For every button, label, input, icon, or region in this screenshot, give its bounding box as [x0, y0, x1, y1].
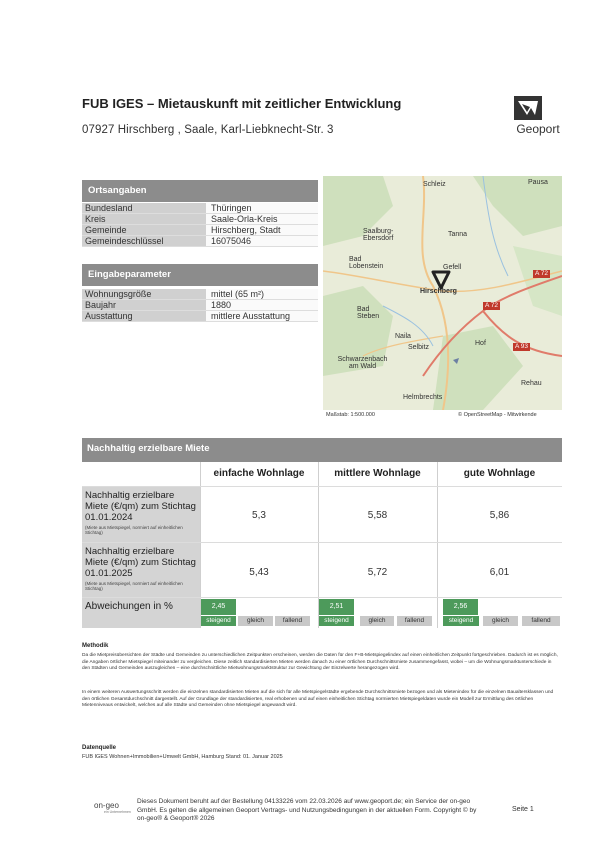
map-place: Rehau [521, 380, 542, 387]
logo-text: Geoport [516, 122, 560, 136]
ortsangaben-table [82, 203, 318, 247]
map-place: Gefell [443, 264, 462, 271]
road-label: A 93 [515, 343, 529, 350]
map-place: Naila [395, 333, 411, 340]
row-value: 16075046 [206, 236, 318, 246]
road-label: A 72 [485, 302, 499, 309]
row-label-2025 [82, 543, 200, 597]
row-key: Gemeindeschlüssel [82, 236, 206, 246]
table-row [82, 225, 318, 236]
status-badge-steigend: steigend [201, 616, 236, 626]
row-label-2024 [82, 487, 200, 542]
on-geo-logo-text: on-geo [94, 801, 119, 810]
status-badge-gleich: gleich [238, 616, 273, 626]
table-row [82, 289, 318, 300]
deviation-value: 2,45 [201, 599, 236, 615]
page-number: Seite 1 [512, 806, 534, 813]
row-label-note: (Miete aus Mietspiegel, normiert auf einheitlichen Stichtag) [85, 525, 183, 535]
deviation-label: Abweichungen in % [82, 598, 200, 628]
map-scale: Maßstab: 1:500.000 [326, 412, 375, 418]
address: 07927 Hirschberg , Saale, Karl-Liebknecht-Str. 3 [82, 124, 334, 136]
rent-value: 5,43 [249, 567, 269, 578]
table-row [82, 300, 318, 311]
row-key: Gemeinde [82, 225, 206, 235]
table-row [82, 311, 318, 322]
column-header: mittlere Wohnlage [334, 468, 421, 479]
deviation-value: 2,56 [443, 599, 478, 615]
row-label-text: Nachhaltig erzielbare Miete (€/qm) zum Stichtag 01.01.2024 [85, 490, 196, 523]
methodik-paragraph: In einem weiteren Auswertungsschritt werden die einzelnen standardisierten Mieten auf die sich für alle Mietspiegelstädte ergebende Durchschnittsmiete bezogen und als Mietenindex für die einzelnen Baualtersklassen und den örtlichen Gesamtdurchschnitt dargestellt. Auf der Grundlage der standardisierten, real erhobenen und auf einen einheitlichen Stichtag normierten Mietspiegeldaten wurde ein Modell zur Ermittlung des örtlichen Mietenniveaus entwickelt, welches auf alle Städte und Gemeinden ohne Mietspiegel angewandt wird. [82, 690, 554, 708]
table-row [82, 203, 318, 214]
map-place: Selbitz [408, 344, 430, 351]
column-header: einfache Wohnlage [213, 468, 305, 479]
map-place: Hof [475, 340, 486, 347]
row-value: mittel (65 m²) [206, 289, 318, 299]
row-key: Wohnungsgröße [82, 289, 206, 299]
row-key: Baujahr [82, 300, 206, 310]
row-key: Kreis [82, 214, 206, 224]
row-value: mittlere Ausstattung [206, 311, 318, 321]
row-label-note: (Miete aus Mietspiegel, normiert auf einheitlichen Stichtag) [85, 581, 183, 591]
rent-value: 5,86 [489, 510, 510, 521]
on-geo-logo-sub: ein Unternehmen [104, 810, 131, 814]
map-place: Tanna [448, 231, 468, 238]
datenquelle-heading: Datenquelle [82, 745, 117, 751]
row-key: Bundesland [82, 203, 206, 213]
location-map[interactable] [323, 176, 562, 410]
row-key: Ausstattung [82, 311, 206, 321]
page-title: FUB IGES – Mietauskunft mit zeitlicher Entwicklung [82, 96, 402, 111]
rent-value: 5,72 [367, 567, 388, 578]
map-attribution: © OpenStreetMap - Mitwirkende [458, 412, 537, 418]
table-row [82, 236, 318, 247]
map-place: Helmbrechts [403, 394, 443, 401]
map-place: Bad Steben [357, 306, 380, 320]
eingabeparameter-heading: Eingabeparameter [82, 264, 318, 286]
road-label: A 72 [535, 270, 549, 277]
row-value: 1880 [206, 300, 318, 310]
rent-value: 6,01 [489, 567, 510, 578]
deviation-value: 2,51 [319, 599, 354, 615]
status-badge-fallend: fallend [397, 616, 432, 626]
map-place: Schwarzenbach am Wald [337, 356, 388, 370]
rent-value: 5,58 [367, 510, 388, 521]
status-badge-gleich: gleich [483, 616, 518, 626]
status-badge-fallend: fallend [522, 616, 560, 626]
status-badge-gleich: gleich [360, 616, 394, 626]
row-value: Hirschberg, Stadt [206, 225, 318, 235]
eingabeparameter-table [82, 289, 318, 322]
methodik-paragraph: Da die Mietpreisübersichten der Städte und Gemeinden zu unterschiedlichen Zeitpunkten erscheinen, werden die Daten für den F+B-Mietspiegelindex auf einen einheitlichen Zeitpunkt fortgeschrieben. Dadurch ist es möglich, die Angaben örtlicher Mietspiegel miteinander zu vergleichen. Diese zeitlich standardisierten Mieten werden danach zu einer örtlichen Durchschnittsmiete zusammengefasst, wobei – um die Wohnungsmarktunterschiede in den Städten und Gemeinden auszugleichen – eine durchschnittliche Mietwohnungsmarktstruktur zur Gewichtung der Einzelwerte herangezogen wird. [82, 653, 558, 671]
geoport-logo-icon [514, 96, 542, 120]
status-badge-steigend: steigend [443, 616, 479, 626]
rent-value: 5,3 [252, 510, 266, 521]
map-place: Schleiz [423, 181, 446, 188]
row-label-text: Nachhaltig erzielbare Miete (€/qm) zum Stichtag 01.01.2025 [85, 546, 196, 579]
location-marker-icon [431, 269, 451, 291]
on-geo-logo [94, 801, 131, 814]
map-place-hirschberg: Hirschberg [420, 288, 457, 295]
table-row [82, 214, 318, 225]
column-header: gute Wohnlage [463, 468, 536, 479]
row-value: Thüringen [206, 203, 318, 213]
rent-heading: Nachhaltig erzielbare Miete [82, 438, 562, 462]
map-place: Bad Lobenstein [349, 256, 384, 270]
geoport-logo [508, 96, 568, 136]
footer-text: Dieses Dokument beruht auf der Bestellung 04133226 vom 22.03.2026 auf www.geoport.de; ein Service der on-geo GmbH. Es gelten die allgemeinen Geoport Vertrags- und Nutzungsbedingungen in der aktuellen Form. Copyright © by on-geo® & Geoport® 2026 [137, 798, 477, 823]
ortsangaben-heading: Ortsangaben [82, 180, 318, 202]
methodik-heading: Methodik [82, 643, 109, 649]
map-place: Saalburg-Ebersdorf [363, 228, 394, 242]
row-value: Saale-Orla-Kreis [206, 214, 318, 224]
status-badge-fallend: fallend [275, 616, 310, 626]
datenquelle-text: FUB IGES Wohnen+Immobilien+Umwelt GmbH, Hamburg Stand: 01. Januar 2025 [82, 754, 283, 760]
status-badge-steigend: steigend [319, 616, 354, 626]
rent-table [82, 462, 562, 630]
map-place: Pausa [528, 179, 548, 186]
